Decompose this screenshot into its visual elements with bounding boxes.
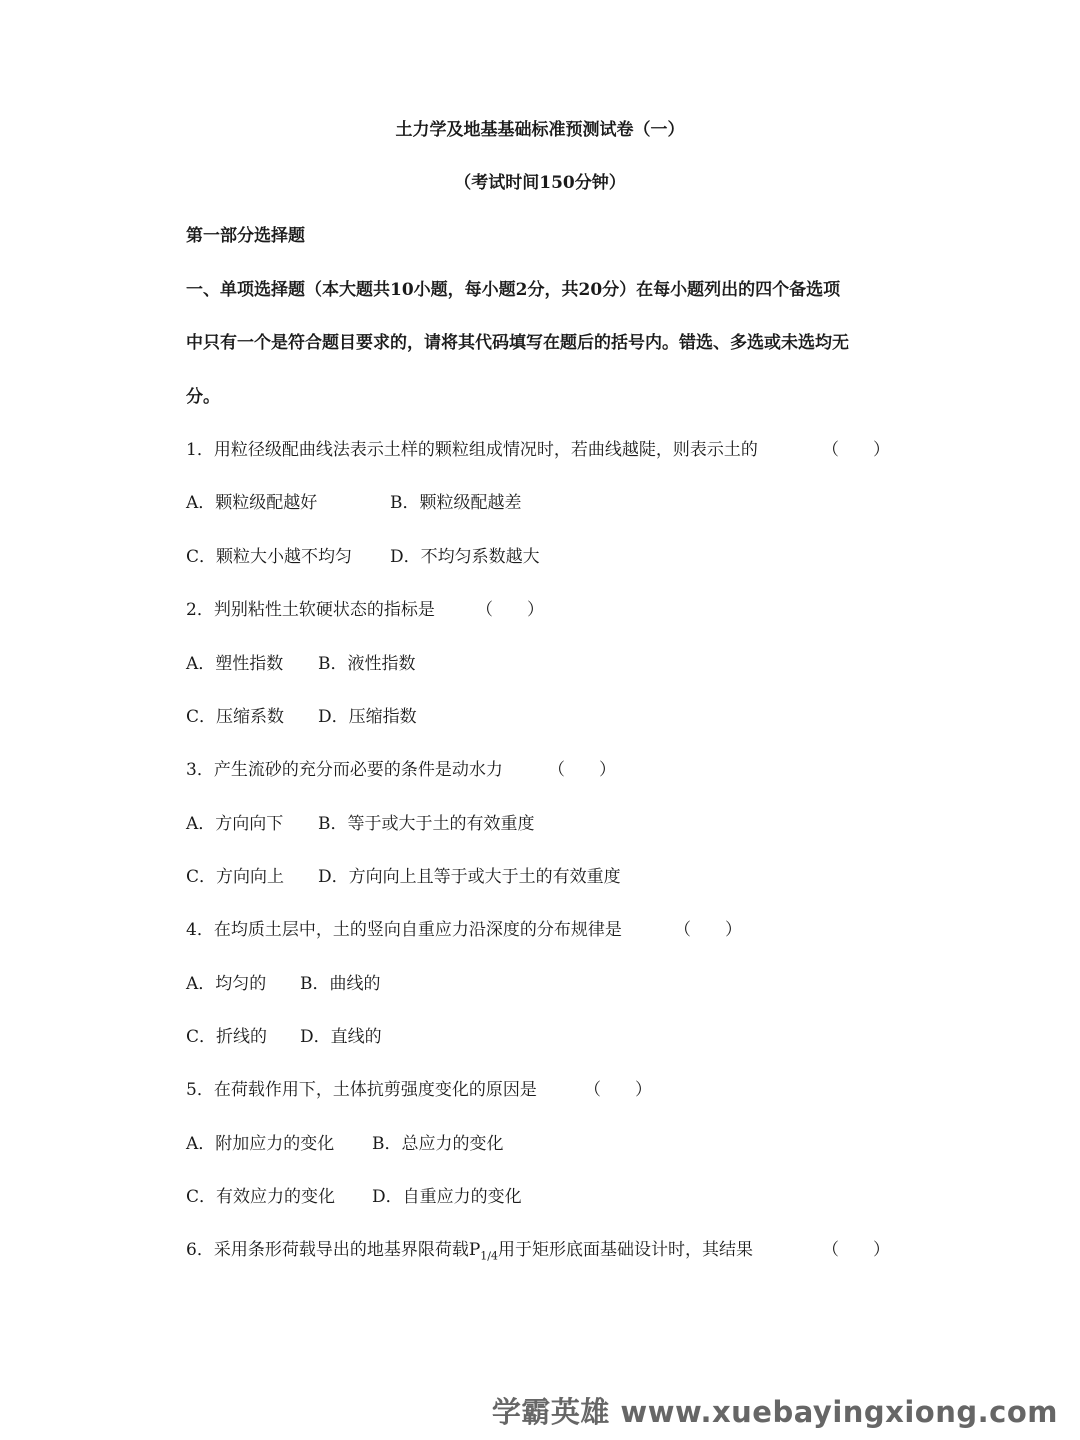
site-watermark: 学霸英雄 www.xuebayingxiong.com [491, 1395, 1058, 1429]
answer-blank: （ ） [822, 440, 890, 460]
option-a: A．均匀的 [186, 974, 267, 994]
question-stem-text: 2．判别粘性土软硬状态的指标是 [186, 600, 435, 620]
question-5-options-row-2 [186, 1185, 522, 1209]
option-d: D．不均匀系数越大 [390, 547, 540, 567]
question-stem-text-cont: 用于矩形底面基础设计时，其结果 [497, 1240, 753, 1260]
answer-blank: （ ） [674, 920, 742, 940]
answer-blank: （ ） [476, 600, 544, 620]
answer-blank: （ ） [822, 1240, 890, 1260]
question-2-options-row-1 [186, 652, 416, 676]
option-a: A．颗粒级配越好 [186, 493, 318, 513]
option-b: B．等于或大于土的有效重度 [318, 814, 535, 834]
option-a: A．方向向下 [186, 814, 284, 834]
option-c: C．方向向上 [186, 867, 285, 887]
question-1-stem [186, 438, 890, 462]
question-2-options-row-2 [186, 705, 417, 729]
question-stem-text: 1．用粒径级配曲线法表示土样的颗粒组成情况时，若曲线越陡，则表示土的 [186, 440, 758, 460]
option-d: D．压缩指数 [318, 707, 417, 727]
part-heading: 第一部分选择题 [186, 226, 305, 246]
option-b: B．曲线的 [300, 974, 381, 994]
option-a: A．附加应力的变化 [186, 1134, 335, 1154]
answer-blank: （ ） [548, 760, 616, 780]
question-4-options-row-1 [186, 972, 381, 996]
question-4-options-row-2 [186, 1025, 382, 1049]
exam-title: 土力学及地基基础标准预测试卷（一） [395, 120, 685, 140]
option-b: B．颗粒级配越差 [390, 493, 522, 513]
question-stem-text: 5．在荷载作用下，土体抗剪强度变化的原因是 [186, 1080, 537, 1100]
exam-duration: （考试时间150分钟） [454, 173, 626, 193]
question-5-options-row-1 [186, 1132, 504, 1156]
question-3-options-row-1 [186, 812, 535, 836]
option-d: D．自重应力的变化 [372, 1187, 522, 1207]
instructions-line-1: 一、单项选择题（本大题共10小题，每小题2分，共20分）在每小题列出的四个备选项 [186, 280, 841, 300]
question-6-stem [186, 1238, 890, 1263]
instructions-line-3: 分。 [186, 387, 220, 407]
option-c: C．有效应力的变化 [186, 1187, 336, 1207]
option-b: B．液性指数 [318, 654, 416, 674]
question-1-options-row-2 [186, 545, 540, 569]
option-a: A．塑性指数 [186, 654, 284, 674]
option-c: C．颗粒大小越不均匀 [186, 547, 353, 567]
question-4-stem [186, 918, 742, 942]
question-stem-text: 3．产生流砂的充分而必要的条件是动水力 [186, 760, 503, 780]
question-3-stem [186, 758, 616, 782]
instructions-line-2: 中只有一个是符合题目要求的，请将其代码填写在题后的括号内。错选、多选或未选均无 [186, 333, 849, 353]
question-stem-text: 4．在均质土层中，土的竖向自重应力沿深度的分布规律是 [186, 920, 622, 940]
option-c: C．折线的 [186, 1027, 268, 1047]
question-2-stem [186, 598, 544, 622]
option-d: D．方向向上且等于或大于土的有效重度 [318, 867, 621, 887]
question-5-stem [186, 1078, 652, 1102]
answer-blank: （ ） [584, 1080, 652, 1100]
subscript-one-quarter: 1/4 [480, 1249, 498, 1263]
option-c: C．压缩系数 [186, 707, 285, 727]
question-stem-text: 6．采用条形荷载导出的地基界限荷载P [186, 1240, 481, 1260]
option-d: D．直线的 [300, 1027, 382, 1047]
option-b: B．总应力的变化 [372, 1134, 504, 1154]
question-1-options-row-1 [186, 491, 522, 515]
question-3-options-row-2 [186, 865, 621, 889]
